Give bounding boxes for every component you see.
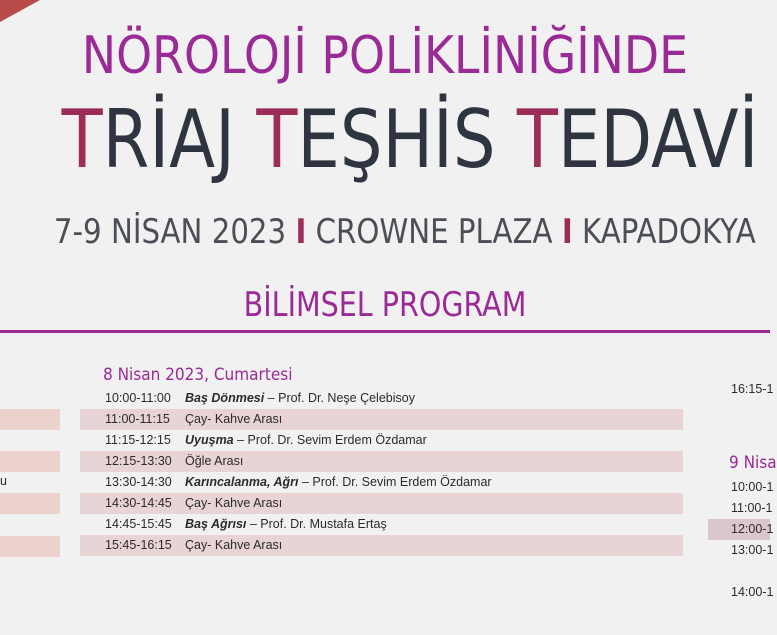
title-initial-teshis: T [256, 93, 298, 186]
session-text [185, 493, 282, 514]
schedule-row [80, 472, 683, 493]
schedule-row [80, 535, 683, 556]
program-heading: BİLİMSEL PROGRAM [243, 285, 527, 325]
session-topic: Uyuşma [185, 433, 234, 447]
title-word-tedavi: EDAVİ [557, 93, 759, 186]
session-topic: Baş Dönmesi [185, 391, 265, 405]
left-column-shade [0, 493, 60, 514]
schedule-row [80, 451, 683, 472]
right-day-title: 9 Nisa [729, 453, 777, 473]
session-time: 12:15-13:30 [105, 454, 172, 468]
session-time: 15:45-16:15 [105, 538, 172, 552]
session-speaker: – Prof. Dr. Mustafa Ertaş [246, 517, 387, 531]
right-session-time: 10:00-1 [731, 480, 774, 494]
right-session-time: 11:00-1 [731, 501, 773, 515]
right-session-time: 13:00-1 [731, 543, 774, 557]
event-info-line [53, 212, 756, 252]
day-title: 8 Nisan 2023, Cumartesi [103, 365, 293, 385]
session-speaker: Çay- Kahve Arası [185, 538, 283, 552]
session-text [185, 514, 387, 535]
schedule-row [80, 493, 683, 514]
session-speaker: Çay- Kahve Arası [185, 412, 283, 426]
title-word-triaj: RİAJ [102, 93, 257, 186]
corner-decoration [0, 0, 40, 22]
event-city: KAPADOKYA [582, 212, 756, 252]
schedule-row [80, 409, 683, 430]
schedule-row [80, 388, 683, 409]
left-column-shade [0, 451, 60, 472]
schedule-row [80, 514, 683, 535]
right-session-time: 16:15-1 [731, 382, 774, 396]
session-text [185, 388, 415, 409]
session-time: 11:15-12:15 [105, 433, 171, 447]
session-text [185, 409, 282, 430]
session-text [185, 535, 282, 556]
title-word-teshis: EŞHİS [297, 93, 517, 186]
left-column-text-fragment: u [0, 474, 7, 488]
session-time: 11:00-11:15 [105, 412, 170, 426]
left-column-shade [0, 409, 60, 430]
session-time: 14:45-15:45 [105, 517, 172, 531]
session-time: 10:00-11:00 [105, 391, 171, 405]
title-initial-tedavi: T [516, 93, 558, 186]
session-speaker: Çay- Kahve Arası [185, 496, 283, 510]
event-title-line2 [61, 93, 759, 186]
session-text [185, 472, 492, 493]
right-session-time: 14:00-1 [731, 585, 774, 599]
event-dates: 7-9 NİSAN 2023 [53, 212, 287, 252]
session-text [185, 451, 243, 472]
left-column-shade [0, 536, 60, 557]
separator-2: I [561, 212, 573, 252]
session-topic: Baş Ağrısı [185, 517, 247, 531]
session-time: 13:30-14:30 [105, 475, 172, 489]
event-venue: CROWNE PLAZA [315, 212, 553, 252]
session-time: 14:30-14:45 [105, 496, 172, 510]
heading-divider [0, 330, 770, 333]
session-speaker: – Prof. Dr. Sevim Erdem Özdamar [298, 475, 492, 489]
right-session-time: 12:00-1 [731, 522, 774, 536]
session-speaker: – Prof. Dr. Neşe Çelebisoy [264, 391, 415, 405]
session-topic: Karıncalanma, Ağrı [185, 475, 299, 489]
separator-1: I [295, 212, 307, 252]
event-title-line1: NÖROLOJİ POLİKLİNİĞİNDE [81, 26, 689, 86]
session-speaker: Öğle Arası [185, 454, 244, 468]
schedule-row [80, 430, 683, 451]
session-text [185, 430, 427, 451]
session-speaker: – Prof. Dr. Sevim Erdem Özdamar [233, 433, 427, 447]
title-initial-triaj: T [61, 93, 103, 186]
